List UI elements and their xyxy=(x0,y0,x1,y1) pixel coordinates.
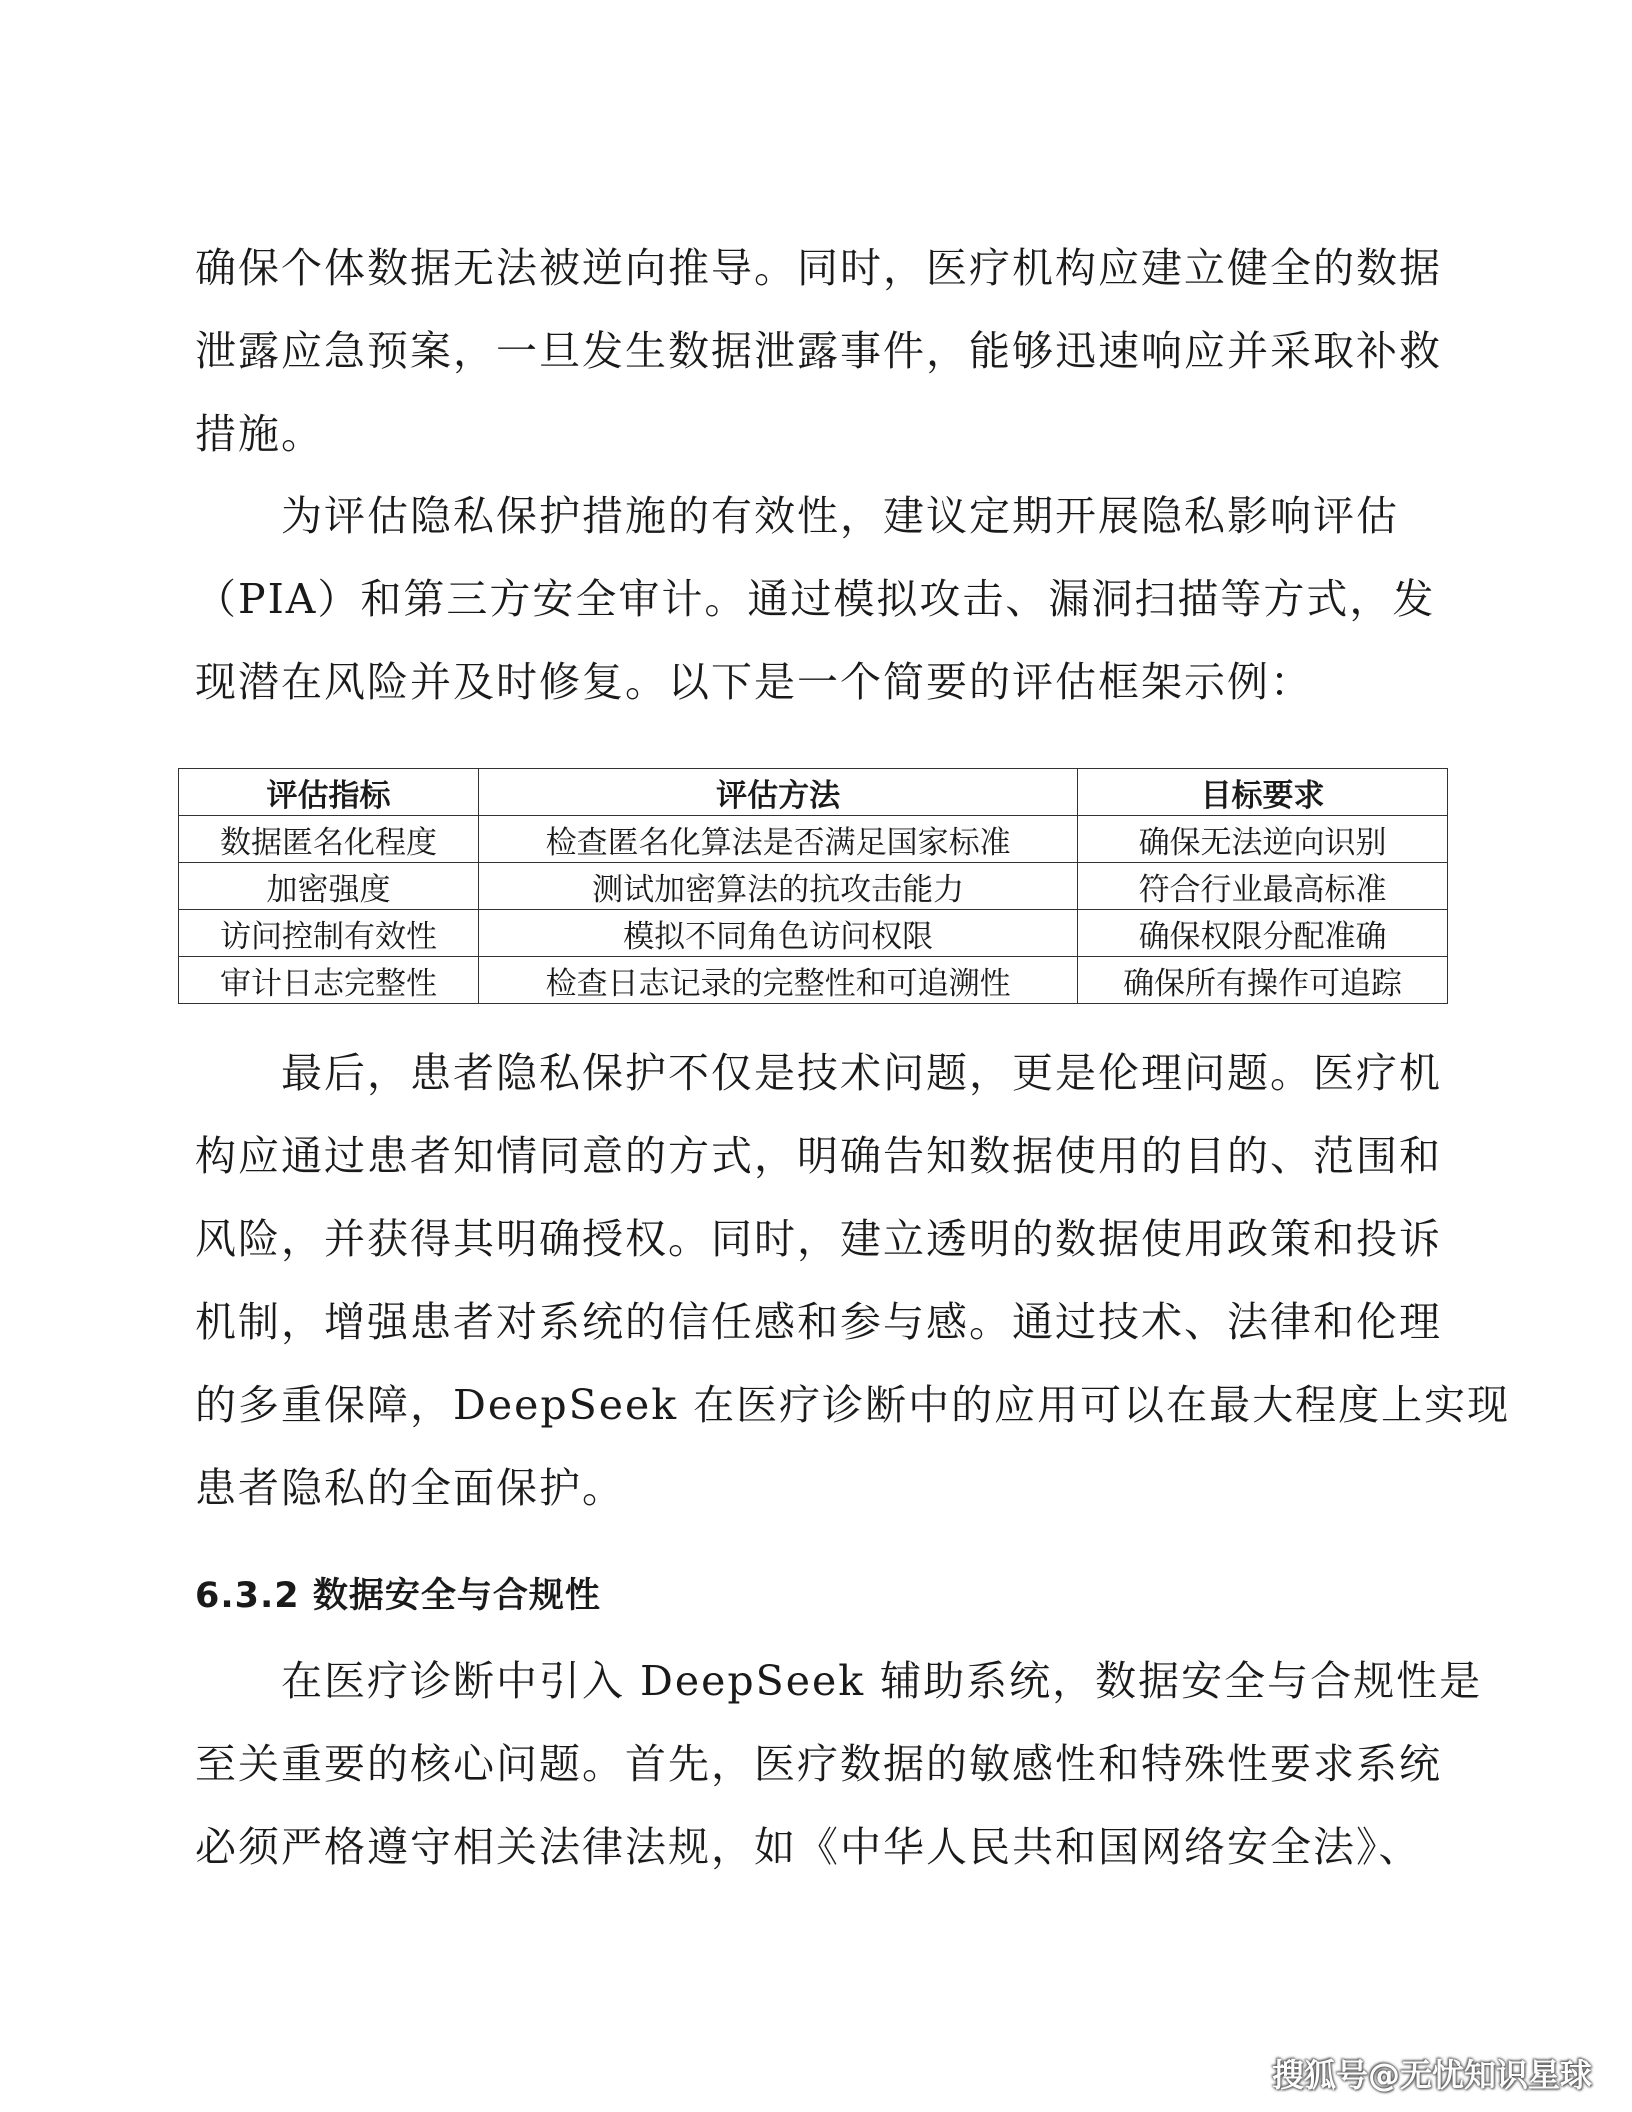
text-line: 在医疗诊断中引入 DeepSeek 辅助系统，数据安全与合规性是 xyxy=(195,1657,1483,1705)
table-cell: 访问控制有效性 xyxy=(179,910,479,957)
paragraph-privacy-measures xyxy=(195,227,1445,476)
table-cell: 检查匿名化算法是否满足国家标准 xyxy=(479,816,1078,863)
text-line: （PIA）和第三方安全审计。通过模拟攻击、漏洞扫描等方式，发 xyxy=(195,575,1436,623)
assessment-framework-table xyxy=(178,768,1448,1004)
watermark: 搜狐号@无忧知识星球 xyxy=(1271,2056,1592,2094)
table-cell: 模拟不同角色访问权限 xyxy=(479,910,1078,957)
column-header: 目标要求 xyxy=(1078,769,1448,816)
text-line: 风险，并获得其明确授权。同时，建立透明的数据使用政策和投诉 xyxy=(195,1215,1442,1263)
text-line: 至关重要的核心问题。首先，医疗数据的敏感性和特殊性要求系统 xyxy=(195,1740,1442,1788)
text-line: 确保个体数据无法被逆向推导。同时，医疗机构应建立健全的数据 xyxy=(195,244,1442,292)
table-cell: 测试加密算法的抗攻击能力 xyxy=(479,863,1078,910)
text-line: 最后，患者隐私保护不仅是技术问题，更是伦理问题。医疗机 xyxy=(195,1049,1442,1097)
text-line: 措施。 xyxy=(195,410,324,458)
table-header-row xyxy=(179,769,1448,816)
paragraph-ethics xyxy=(195,1032,1511,1530)
table-cell: 符合行业最高标准 xyxy=(1078,863,1448,910)
section-heading: 6.3.2 数据安全与合规性 xyxy=(195,1576,601,1616)
text-line: 为评估隐私保护措施的有效性，建议定期开展隐私影响评估 xyxy=(195,492,1399,540)
table-cell: 确保权限分配准确 xyxy=(1078,910,1448,957)
text-line: 泄露应急预案，一旦发生数据泄露事件，能够迅速响应并采取补救 xyxy=(195,327,1442,375)
table-row xyxy=(179,863,1448,910)
text-line: 现潜在风险并及时修复。以下是一个简要的评估框架示例： xyxy=(195,658,1313,706)
table-cell: 审计日志完整性 xyxy=(179,957,479,1004)
table-row xyxy=(179,957,1448,1004)
table-cell: 确保所有操作可追踪 xyxy=(1078,957,1448,1004)
table-row xyxy=(179,910,1448,957)
text-line: 的多重保障，DeepSeek 在医疗诊断中的应用可以在最大程度上实现 xyxy=(195,1381,1511,1429)
table-cell: 数据匿名化程度 xyxy=(179,816,479,863)
text-line: 机制，增强患者对系统的信任感和参与感。通过技术、法律和伦理 xyxy=(195,1298,1442,1346)
paragraph-assessment-intro xyxy=(195,475,1445,724)
table-cell: 确保无法逆向识别 xyxy=(1078,816,1448,863)
table-cell: 加密强度 xyxy=(179,863,479,910)
text-line: 患者隐私的全面保护。 xyxy=(195,1464,625,1512)
table-row xyxy=(179,816,1448,863)
column-header: 评估方法 xyxy=(479,769,1078,816)
column-header: 评估指标 xyxy=(179,769,479,816)
paragraph-data-security xyxy=(195,1640,1483,1889)
text-line: 构应通过患者知情同意的方式，明确告知数据使用的目的、范围和 xyxy=(195,1132,1442,1180)
table-cell: 检查日志记录的完整性和可追溯性 xyxy=(479,957,1078,1004)
text-line: 必须严格遵守相关法律法规，如《中华人民共和国网络安全法》、 xyxy=(195,1823,1422,1871)
